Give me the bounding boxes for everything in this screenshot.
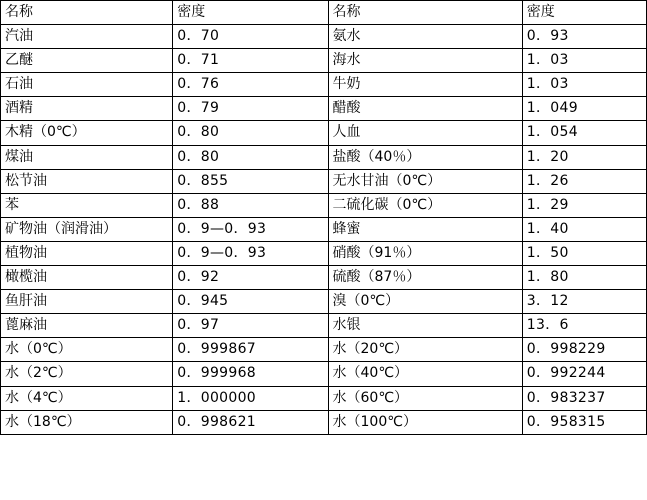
- substance-name: 硫酸（87％）: [328, 266, 522, 290]
- table-row: [1, 145, 647, 169]
- column-header-name-2: 名称: [328, 1, 522, 25]
- density-value: 1．20: [522, 145, 646, 169]
- substance-name: 汽油: [1, 25, 173, 49]
- density-value: 0．945: [173, 290, 328, 314]
- density-value: 0．998229: [522, 338, 646, 362]
- density-value: 1．40: [522, 217, 646, 241]
- density-value: 0．79: [173, 97, 328, 121]
- table-row: [1, 266, 647, 290]
- column-header-name-1: 名称: [1, 1, 173, 25]
- density-value: 0．999968: [173, 362, 328, 386]
- substance-name: 松节油: [1, 169, 173, 193]
- column-header-density-2: 密度: [522, 1, 646, 25]
- density-value: 0．958315: [522, 410, 646, 434]
- substance-name: 蜂蜜: [328, 217, 522, 241]
- density-value: 0．983237: [522, 386, 646, 410]
- density-value: 0．76: [173, 73, 328, 97]
- density-value: 0．855: [173, 169, 328, 193]
- table-row: [1, 25, 647, 49]
- density-value: 1．054: [522, 121, 646, 145]
- substance-name: 二硫化碳（0℃）: [328, 193, 522, 217]
- table-row: [1, 49, 647, 73]
- density-value: 0．998621: [173, 410, 328, 434]
- density-value: 0．93: [522, 25, 646, 49]
- density-value: 0．71: [173, 49, 328, 73]
- substance-name: 牛奶: [328, 73, 522, 97]
- substance-name: 溴（0℃）: [328, 290, 522, 314]
- table-row: [1, 290, 647, 314]
- substance-name: 人血: [328, 121, 522, 145]
- substance-name: 煤油: [1, 145, 173, 169]
- substance-name: 矿物油（润滑油）: [1, 217, 173, 241]
- substance-name: 水（20℃）: [328, 338, 522, 362]
- substance-name: 水（40℃）: [328, 362, 522, 386]
- density-value: 1．50: [522, 241, 646, 265]
- substance-name: 石油: [1, 73, 173, 97]
- substance-name: 酒精: [1, 97, 173, 121]
- substance-name: 水（4℃）: [1, 386, 173, 410]
- density-value: 0．999867: [173, 338, 328, 362]
- table-row: [1, 121, 647, 145]
- substance-name: 苯: [1, 193, 173, 217]
- substance-name: 木精（0℃）: [1, 121, 173, 145]
- density-value: 1．29: [522, 193, 646, 217]
- table-row: [1, 314, 647, 338]
- substance-name: 水（60℃）: [328, 386, 522, 410]
- density-value: 0．992244: [522, 362, 646, 386]
- density-value: 0．80: [173, 145, 328, 169]
- table-row: [1, 73, 647, 97]
- density-value: 1．03: [522, 49, 646, 73]
- substance-name: 硝酸（91％）: [328, 241, 522, 265]
- substance-name: 植物油: [1, 241, 173, 265]
- table-row: [1, 169, 647, 193]
- substance-name: 水（2℃）: [1, 362, 173, 386]
- substance-name: 无水甘油（0℃）: [328, 169, 522, 193]
- table-row: [1, 97, 647, 121]
- substance-name: 氨水: [328, 25, 522, 49]
- density-value: 1．80: [522, 266, 646, 290]
- density-value: 1．049: [522, 97, 646, 121]
- table-row: [1, 362, 647, 386]
- substance-name: 蓖麻油: [1, 314, 173, 338]
- substance-name: 水（0℃）: [1, 338, 173, 362]
- substance-name: 水银: [328, 314, 522, 338]
- density-value: 1．03: [522, 73, 646, 97]
- table-row: [1, 338, 647, 362]
- density-value: 0．88: [173, 193, 328, 217]
- substance-name: 醋酸: [328, 97, 522, 121]
- table-row: [1, 410, 647, 434]
- substance-name: 海水: [328, 49, 522, 73]
- density-value: 0．9—0．93: [173, 241, 328, 265]
- density-value: 1．000000: [173, 386, 328, 410]
- substance-name: 橄榄油: [1, 266, 173, 290]
- column-header-density-1: 密度: [173, 1, 328, 25]
- substance-name: 乙醚: [1, 49, 173, 73]
- density-value: 1．26: [522, 169, 646, 193]
- table-row: [1, 193, 647, 217]
- density-value: 0．70: [173, 25, 328, 49]
- table-row: [1, 217, 647, 241]
- density-value: 0．80: [173, 121, 328, 145]
- density-value: 3．12: [522, 290, 646, 314]
- table-header-row: [1, 1, 647, 25]
- density-value: 13．6: [522, 314, 646, 338]
- density-value: 0．9—0．93: [173, 217, 328, 241]
- substance-name: 水（100℃）: [328, 410, 522, 434]
- density-value: 0．92: [173, 266, 328, 290]
- table-row: [1, 241, 647, 265]
- density-value: 0．97: [173, 314, 328, 338]
- substance-name: 鱼肝油: [1, 290, 173, 314]
- table-row: [1, 386, 647, 410]
- substance-name: 水（18℃）: [1, 410, 173, 434]
- substance-name: 盐酸（40％）: [328, 145, 522, 169]
